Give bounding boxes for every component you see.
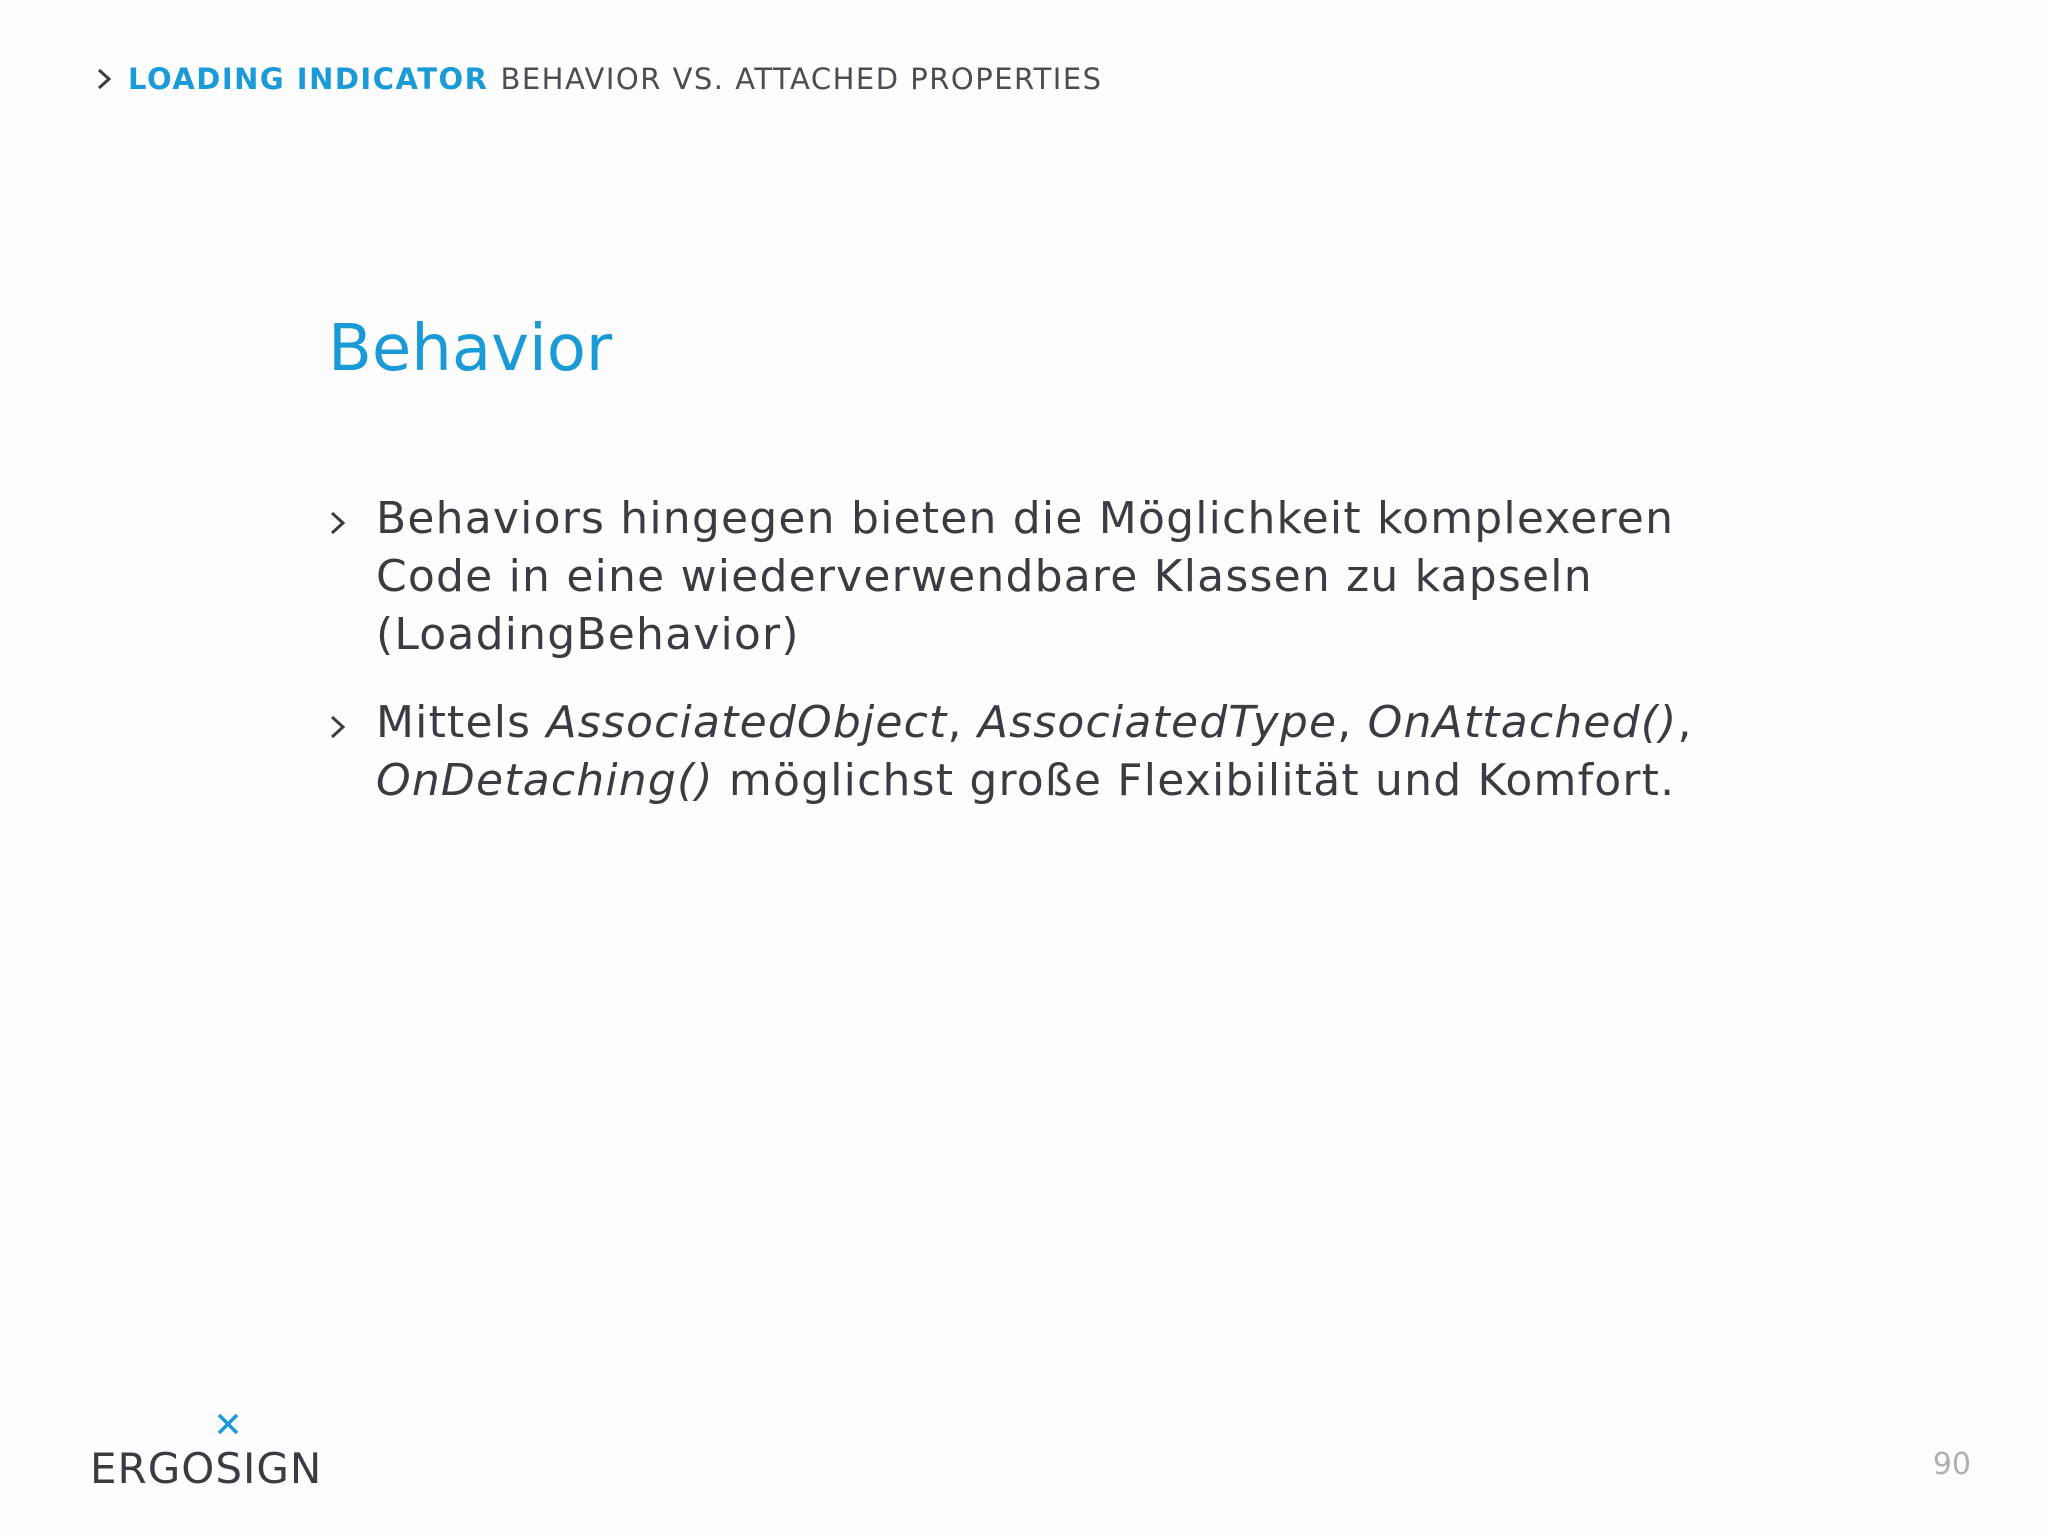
term-associated-type: AssociatedType bbox=[977, 697, 1338, 748]
chevron-right-icon bbox=[90, 65, 118, 93]
logo-wordmark: ERGOSIGN bbox=[90, 1444, 323, 1493]
bullet-text-suffix: möglichst große Flexibilität und Komfort. bbox=[713, 755, 1676, 806]
bullet-item bbox=[322, 490, 1742, 664]
ergosign-logo bbox=[90, 1410, 323, 1510]
bullet-list bbox=[322, 490, 1742, 840]
bullet-text bbox=[376, 694, 1742, 810]
page-number: 90 bbox=[1932, 1447, 1971, 1482]
section-subtitle: BEHAVIOR VS. ATTACHED PROPERTIES bbox=[500, 62, 1103, 96]
term-associated-object: AssociatedObject bbox=[546, 697, 948, 748]
x-mark-icon bbox=[214, 1410, 242, 1438]
separator: , bbox=[947, 697, 978, 748]
bullet-item bbox=[322, 694, 1742, 810]
bullet-text-prefix: Mittels bbox=[376, 697, 547, 748]
slide-title: Behavior bbox=[328, 312, 613, 386]
section-label: LOADING INDICATOR bbox=[128, 62, 489, 96]
separator: , bbox=[1337, 697, 1368, 748]
breadcrumb bbox=[90, 62, 1103, 96]
term-on-attached: OnAttached() bbox=[1367, 697, 1678, 748]
bullet-chevron-icon bbox=[322, 712, 352, 742]
term-on-detaching: OnDetaching() bbox=[376, 755, 714, 806]
bullet-chevron-icon bbox=[322, 508, 352, 538]
separator: , bbox=[1677, 697, 1693, 748]
bullet-text: Behaviors hingegen bieten die Möglichkeit komplexeren Code in eine wiederverwendbare Klassen zu kapseln (LoadingBehavior) bbox=[376, 493, 1675, 660]
